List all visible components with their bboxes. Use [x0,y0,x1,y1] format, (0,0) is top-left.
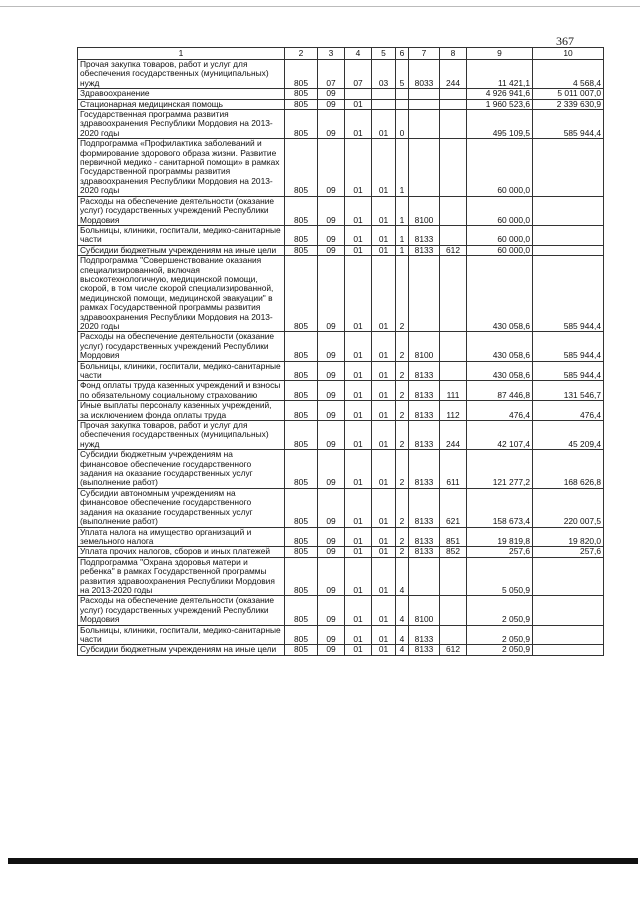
code-section: 09 [318,421,345,450]
row-description: Больницы, клиники, госпитали, медико-санитарные части [78,625,285,645]
code-ministry: 805 [285,421,318,450]
code-section: 09 [318,110,345,139]
code-expense-type: 244 [440,421,467,450]
amount-year-1: 430 058,6 [467,332,533,361]
table-row [78,139,604,196]
code-program: 01 [372,139,396,196]
code-program: 01 [372,645,396,655]
code-section: 07 [318,60,345,89]
code-subprogram: 4 [396,557,409,596]
code-subsection: 01 [345,421,372,450]
code-program [372,99,396,109]
code-expense-type [440,361,467,381]
table-row [78,245,604,255]
code-subprogram [396,89,409,99]
code-ministry: 805 [285,110,318,139]
code-section: 09 [318,139,345,196]
code-section: 09 [318,196,345,225]
row-description: Расходы на обеспечение деятельности (оказание услуг) государственных учреждений Республики Мордовия [78,596,285,625]
code-ministry: 805 [285,596,318,625]
column-header: 7 [409,48,440,60]
code-ministry: 805 [285,381,318,401]
code-subprogram: 2 [396,332,409,361]
code-target: 8133 [409,450,440,489]
code-subprogram: 2 [396,256,409,332]
code-section: 09 [318,596,345,625]
table-row [78,381,604,401]
code-section: 09 [318,645,345,655]
code-program: 01 [372,110,396,139]
amount-year-2 [533,645,604,655]
amount-year-1: 430 058,6 [467,361,533,381]
amount-year-1: 476,4 [467,401,533,421]
table-body [78,60,604,656]
table-row [78,196,604,225]
code-ministry: 805 [285,332,318,361]
bottom-scan-band [8,858,638,864]
amount-year-1: 430 058,6 [467,256,533,332]
code-target: 8133 [409,401,440,421]
amount-year-2: 5 011 007,0 [533,89,604,99]
code-program: 01 [372,196,396,225]
code-target: 8133 [409,488,440,527]
amount-year-2: 19 820,0 [533,527,604,547]
code-section: 09 [318,89,345,99]
table-row [78,60,604,89]
code-subsection: 01 [345,245,372,255]
code-expense-type [440,625,467,645]
code-target: 8133 [409,421,440,450]
code-program: 01 [372,245,396,255]
code-subsection: 01 [345,110,372,139]
code-subsection: 01 [345,139,372,196]
amount-year-1: 87 446,8 [467,381,533,401]
amount-year-1: 257,6 [467,547,533,557]
amount-year-1: 1 960 523,6 [467,99,533,109]
amount-year-2: 476,4 [533,401,604,421]
code-subprogram: 2 [396,361,409,381]
table-row [78,421,604,450]
code-target: 8133 [409,547,440,557]
amount-year-2: 45 209,4 [533,421,604,450]
code-section: 09 [318,256,345,332]
amount-year-1: 2 050,9 [467,596,533,625]
row-description: Больницы, клиники, госпитали, медико-санитарные части [78,361,285,381]
code-subprogram: 5 [396,60,409,89]
amount-year-1: 60 000,0 [467,225,533,245]
code-ministry: 805 [285,488,318,527]
column-header: 3 [318,48,345,60]
code-subprogram: 1 [396,245,409,255]
code-subprogram: 2 [396,547,409,557]
code-subsection: 01 [345,645,372,655]
code-expense-type: 621 [440,488,467,527]
row-description: Подпрограмма "Совершенствование оказания специализированной, включая высокотехнологичную, медицинской помощи, скорой, в том числе скорой специализированной, медицинской помощи, медицинской эвакуации" в рамках Государственной программы развития здравоохранения Республики Мордовия на 2013-2020 годы [78,256,285,332]
code-expense-type [440,99,467,109]
row-description: Подпрограмма «Профилактика заболеваний и формирование здорового образа жизни. Развитие первичной медико - санитарной помощи» в рамках Государственной программы развития здравоохранения Республики Мордовия на 2013-2020 годы [78,139,285,196]
code-ministry: 805 [285,256,318,332]
row-description: Субсидии автономным учреждениям на финансовое обеспечение государственного задания на оказание государственных услуг (выполнение работ) [78,488,285,527]
code-expense-type: 852 [440,547,467,557]
row-description: Субсидии бюджетным учреждениям на иные цели [78,645,285,655]
table-row [78,450,604,489]
code-expense-type: 112 [440,401,467,421]
code-ministry: 805 [285,361,318,381]
row-description: Стационарная медицинская помощь [78,99,285,109]
amount-year-2: 257,6 [533,547,604,557]
code-expense-type: 111 [440,381,467,401]
row-description: Расходы на обеспечение деятельности (оказание услуг) государственных учреждений Республики Мордовия [78,332,285,361]
code-target: 8133 [409,381,440,401]
column-header: 1 [78,48,285,60]
table-row [78,527,604,547]
amount-year-1: 495 109,5 [467,110,533,139]
amount-year-2: 585 944,4 [533,332,604,361]
code-target [409,99,440,109]
top-divider [0,6,640,7]
code-subsection: 07 [345,60,372,89]
code-subsection: 01 [345,625,372,645]
amount-year-2: 168 626,8 [533,450,604,489]
amount-year-2 [533,596,604,625]
code-expense-type: 611 [440,450,467,489]
code-subsection: 01 [345,596,372,625]
code-subprogram: 2 [396,381,409,401]
amount-year-2 [533,196,604,225]
code-program [372,89,396,99]
code-subsection: 01 [345,361,372,381]
row-description: Государственная программа развития здравоохранения Республики Мордовия на 2013-2020 годы [78,110,285,139]
code-section: 09 [318,99,345,109]
code-section: 09 [318,527,345,547]
code-target: 8133 [409,645,440,655]
amount-year-1: 19 819,8 [467,527,533,547]
code-program: 01 [372,332,396,361]
row-description: Больницы, клиники, госпитали, медико-санитарные части [78,225,285,245]
column-header: 6 [396,48,409,60]
code-program: 01 [372,488,396,527]
code-section: 09 [318,401,345,421]
code-subsection [345,89,372,99]
page-number: 367 [556,34,574,48]
code-subsection: 01 [345,488,372,527]
column-header: 2 [285,48,318,60]
code-target: 8133 [409,625,440,645]
code-ministry: 805 [285,139,318,196]
row-description: Уплата налога на имущество организаций и земельного налога [78,527,285,547]
table-row [78,645,604,655]
code-program: 01 [372,361,396,381]
code-expense-type [440,139,467,196]
amount-year-1: 2 050,9 [467,645,533,655]
code-subprogram [396,99,409,109]
table-row [78,361,604,381]
code-program: 01 [372,557,396,596]
code-subprogram: 2 [396,527,409,547]
amount-year-1: 11 421,1 [467,60,533,89]
amount-year-2 [533,225,604,245]
code-subsection: 01 [345,381,372,401]
code-program: 01 [372,401,396,421]
code-program: 01 [372,256,396,332]
code-subsection: 01 [345,99,372,109]
code-ministry: 805 [285,450,318,489]
code-ministry: 805 [285,196,318,225]
code-subsection: 01 [345,225,372,245]
code-subsection: 01 [345,557,372,596]
code-section: 09 [318,361,345,381]
code-expense-type [440,89,467,99]
amount-year-2: 585 944,4 [533,256,604,332]
code-ministry: 805 [285,557,318,596]
table-row [78,401,604,421]
code-subprogram: 2 [396,421,409,450]
code-expense-type: 244 [440,60,467,89]
row-description: Фонд оплаты труда казенных учреждений и взносы по обязательному социальному страхованию [78,381,285,401]
row-description: Здравоохранение [78,89,285,99]
amount-year-2: 131 546,7 [533,381,604,401]
column-header: 4 [345,48,372,60]
code-target: 8133 [409,361,440,381]
code-subsection: 01 [345,256,372,332]
code-ministry: 805 [285,89,318,99]
code-target [409,256,440,332]
code-section: 09 [318,450,345,489]
code-expense-type [440,110,467,139]
amount-year-2: 220 007,5 [533,488,604,527]
budget-table [77,47,604,656]
code-subsection: 01 [345,401,372,421]
code-target: 8133 [409,225,440,245]
code-expense-type [440,332,467,361]
table-row [78,557,604,596]
code-ministry: 805 [285,401,318,421]
code-subsection: 01 [345,332,372,361]
code-program: 03 [372,60,396,89]
code-subprogram: 2 [396,401,409,421]
amount-year-1: 60 000,0 [467,196,533,225]
code-section: 09 [318,625,345,645]
code-section: 09 [318,332,345,361]
table-row [78,488,604,527]
amount-year-2 [533,557,604,596]
column-header: 8 [440,48,467,60]
table-row [78,332,604,361]
amount-year-2: 585 944,4 [533,361,604,381]
amount-year-1: 42 107,4 [467,421,533,450]
row-description: Субсидии бюджетным учреждениям на финансовое обеспечение государственного задания на оказание государственных услуг (выполнение работ) [78,450,285,489]
code-subsection: 01 [345,196,372,225]
code-subprogram: 2 [396,488,409,527]
code-target: 8133 [409,527,440,547]
table-row [78,99,604,109]
code-program: 01 [372,225,396,245]
code-target: 8100 [409,596,440,625]
code-section: 09 [318,381,345,401]
code-ministry: 805 [285,99,318,109]
code-ministry: 805 [285,625,318,645]
code-subsection: 01 [345,450,372,489]
table-row [78,225,604,245]
code-ministry: 805 [285,645,318,655]
code-subprogram: 4 [396,625,409,645]
amount-year-1: 158 673,4 [467,488,533,527]
code-expense-type [440,225,467,245]
amount-year-2 [533,625,604,645]
row-description: Иные выплаты персоналу казенных учреждений, за исключением фонда оплаты труда [78,401,285,421]
code-target: 8100 [409,196,440,225]
amount-year-1: 5 050,9 [467,557,533,596]
row-description: Прочая закупка товаров, работ и услуг для обеспечения государственных (муниципальных) нужд [78,421,285,450]
code-program: 01 [372,450,396,489]
amount-year-1: 2 050,9 [467,625,533,645]
code-target [409,557,440,596]
code-program: 01 [372,527,396,547]
code-subprogram: 1 [396,225,409,245]
code-program: 01 [372,547,396,557]
code-section: 09 [318,225,345,245]
amount-year-1: 4 926 941,6 [467,89,533,99]
code-program: 01 [372,381,396,401]
code-subprogram: 1 [396,196,409,225]
code-subprogram: 2 [396,450,409,489]
code-target: 8100 [409,332,440,361]
table-row [78,110,604,139]
code-target [409,139,440,196]
row-description: Субсидии бюджетным учреждениям на иные цели [78,245,285,255]
code-expense-type [440,196,467,225]
table-row [78,596,604,625]
code-expense-type [440,596,467,625]
table-header-row [78,48,604,60]
code-ministry: 805 [285,225,318,245]
code-target: 8133 [409,245,440,255]
code-ministry: 805 [285,60,318,89]
column-header: 9 [467,48,533,60]
row-description: Подпрограмма "Охрана здоровья матери и ребенка" в рамках Государственной программы развития здравоохранения Республики Мордовия на 2013-2020 годы [78,557,285,596]
amount-year-1: 60 000,0 [467,139,533,196]
amount-year-2: 2 339 630,9 [533,99,604,109]
code-target [409,89,440,99]
code-expense-type: 612 [440,245,467,255]
code-section: 09 [318,488,345,527]
code-program: 01 [372,625,396,645]
table-row [78,625,604,645]
amount-year-2: 585 944,4 [533,110,604,139]
table-row [78,89,604,99]
code-ministry: 805 [285,527,318,547]
column-header: 10 [533,48,604,60]
code-program: 01 [372,596,396,625]
code-program: 01 [372,421,396,450]
column-header: 5 [372,48,396,60]
amount-year-2 [533,139,604,196]
code-ministry: 805 [285,547,318,557]
code-expense-type [440,557,467,596]
table-row [78,256,604,332]
amount-year-2 [533,245,604,255]
code-subprogram: 0 [396,110,409,139]
row-description: Расходы на обеспечение деятельности (оказание услуг) государственных учреждений Республики Мордовия [78,196,285,225]
code-section: 09 [318,547,345,557]
amount-year-2: 4 568,4 [533,60,604,89]
code-expense-type: 612 [440,645,467,655]
row-description: Прочая закупка товаров, работ и услуг для обеспечения государственных (муниципальных) нужд [78,60,285,89]
code-ministry: 805 [285,245,318,255]
code-target [409,110,440,139]
code-section: 09 [318,245,345,255]
code-expense-type [440,256,467,332]
code-target: 8033 [409,60,440,89]
code-subsection: 01 [345,547,372,557]
code-subprogram: 1 [396,139,409,196]
code-subsection: 01 [345,527,372,547]
code-section: 09 [318,557,345,596]
code-subprogram: 4 [396,596,409,625]
code-expense-type: 851 [440,527,467,547]
table-row [78,547,604,557]
amount-year-1: 121 277,2 [467,450,533,489]
amount-year-1: 60 000,0 [467,245,533,255]
code-subprogram: 4 [396,645,409,655]
row-description: Уплата прочих налогов, сборов и иных платежей [78,547,285,557]
